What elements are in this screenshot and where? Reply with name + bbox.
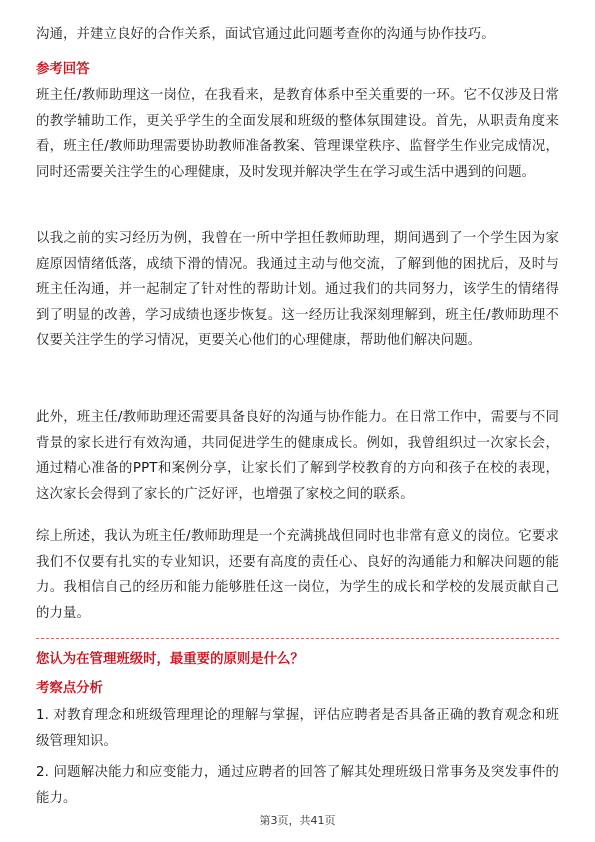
analysis-heading: 考察点分析 (36, 681, 103, 696)
answer-paragraph-1: 班主任/教师助理这一岗位，在我看来，是教育体系中至关重要的一环。它不仅涉及日常的教学辅助工作，更关乎学生的全面发展和班级的整体氛围建设。首先，从职责角度来看，班主任/教师助理需要协助教师准备教案、管理课堂秩序、监督学生作业完成情况，同时还需要关注学生的心理健康，及时发现并解决学生在学习或生活中遇到的问题。 (36, 88, 559, 180)
analysis-item-1: 1. 对教育理念和班级管理理论的理解与掌握，评估应聘者是否具备正确的教育观念和班级管理知识。 (36, 708, 559, 749)
page-footer: 第3页，共41页 (259, 814, 336, 827)
intro-tail-paragraph: 沟通，并建立良好的合作关系，面试官通过此问题考查你的沟通与协作技巧。 (36, 27, 495, 42)
answer-paragraph-3: 此外，班主任/教师助理还需要具备良好的沟通与协作能力。在日常工作中，需要与不同背景的家长进行有效沟通，共同促进学生的健康成长。例如，我曾组织过一次家长会，通过精心准备的PPT和案例分享，让家长们了解到学校教育的方向和孩子在校的表现，这次家长会得到了家长的广泛好评，也增强了家校之间的联系。 (36, 410, 559, 502)
section-divider (36, 638, 559, 639)
reference-answer-heading: 参考回答 (36, 62, 90, 77)
analysis-item-2: 2. 问题解决能力和应变能力，通过应聘者的回答了解其处理班级日常事务及突发事件的能力。 (36, 765, 559, 806)
answer-paragraph-4: 综上所述，我认为班主任/教师助理是一个充满挑战但同时也非常有意义的岗位。它要求我们不仅要有扎实的专业知识，还要有高度的责任心、良好的沟通能力和解决问题的能力。我相信自己的经历和能力能够胜任这一岗位，为学生的成长和学校的发展贡献自己的力量。 (36, 529, 559, 621)
question-heading: 您认为在管理班级时，最重要的原则是什么？ (36, 652, 304, 667)
answer-paragraph-2: 以我之前的实习经历为例，我曾在一所中学担任教师助理，期间遇到了一个学生因为家庭原因情绪低落，成绩下滑的情况。我通过主动与他交流，了解到他的困扰后，及时与班主任沟通，并一起制定了针对性的帮助计划。通过我们的共同努力，该学生的情绪得到了明显的改善，学习成绩也逐步恢复。这一经历让我深刻理解到，班主任/教师助理不仅要关注学生的学习情况，更要关心他们的心理健康，帮助他们解决问题。 (36, 231, 559, 349)
